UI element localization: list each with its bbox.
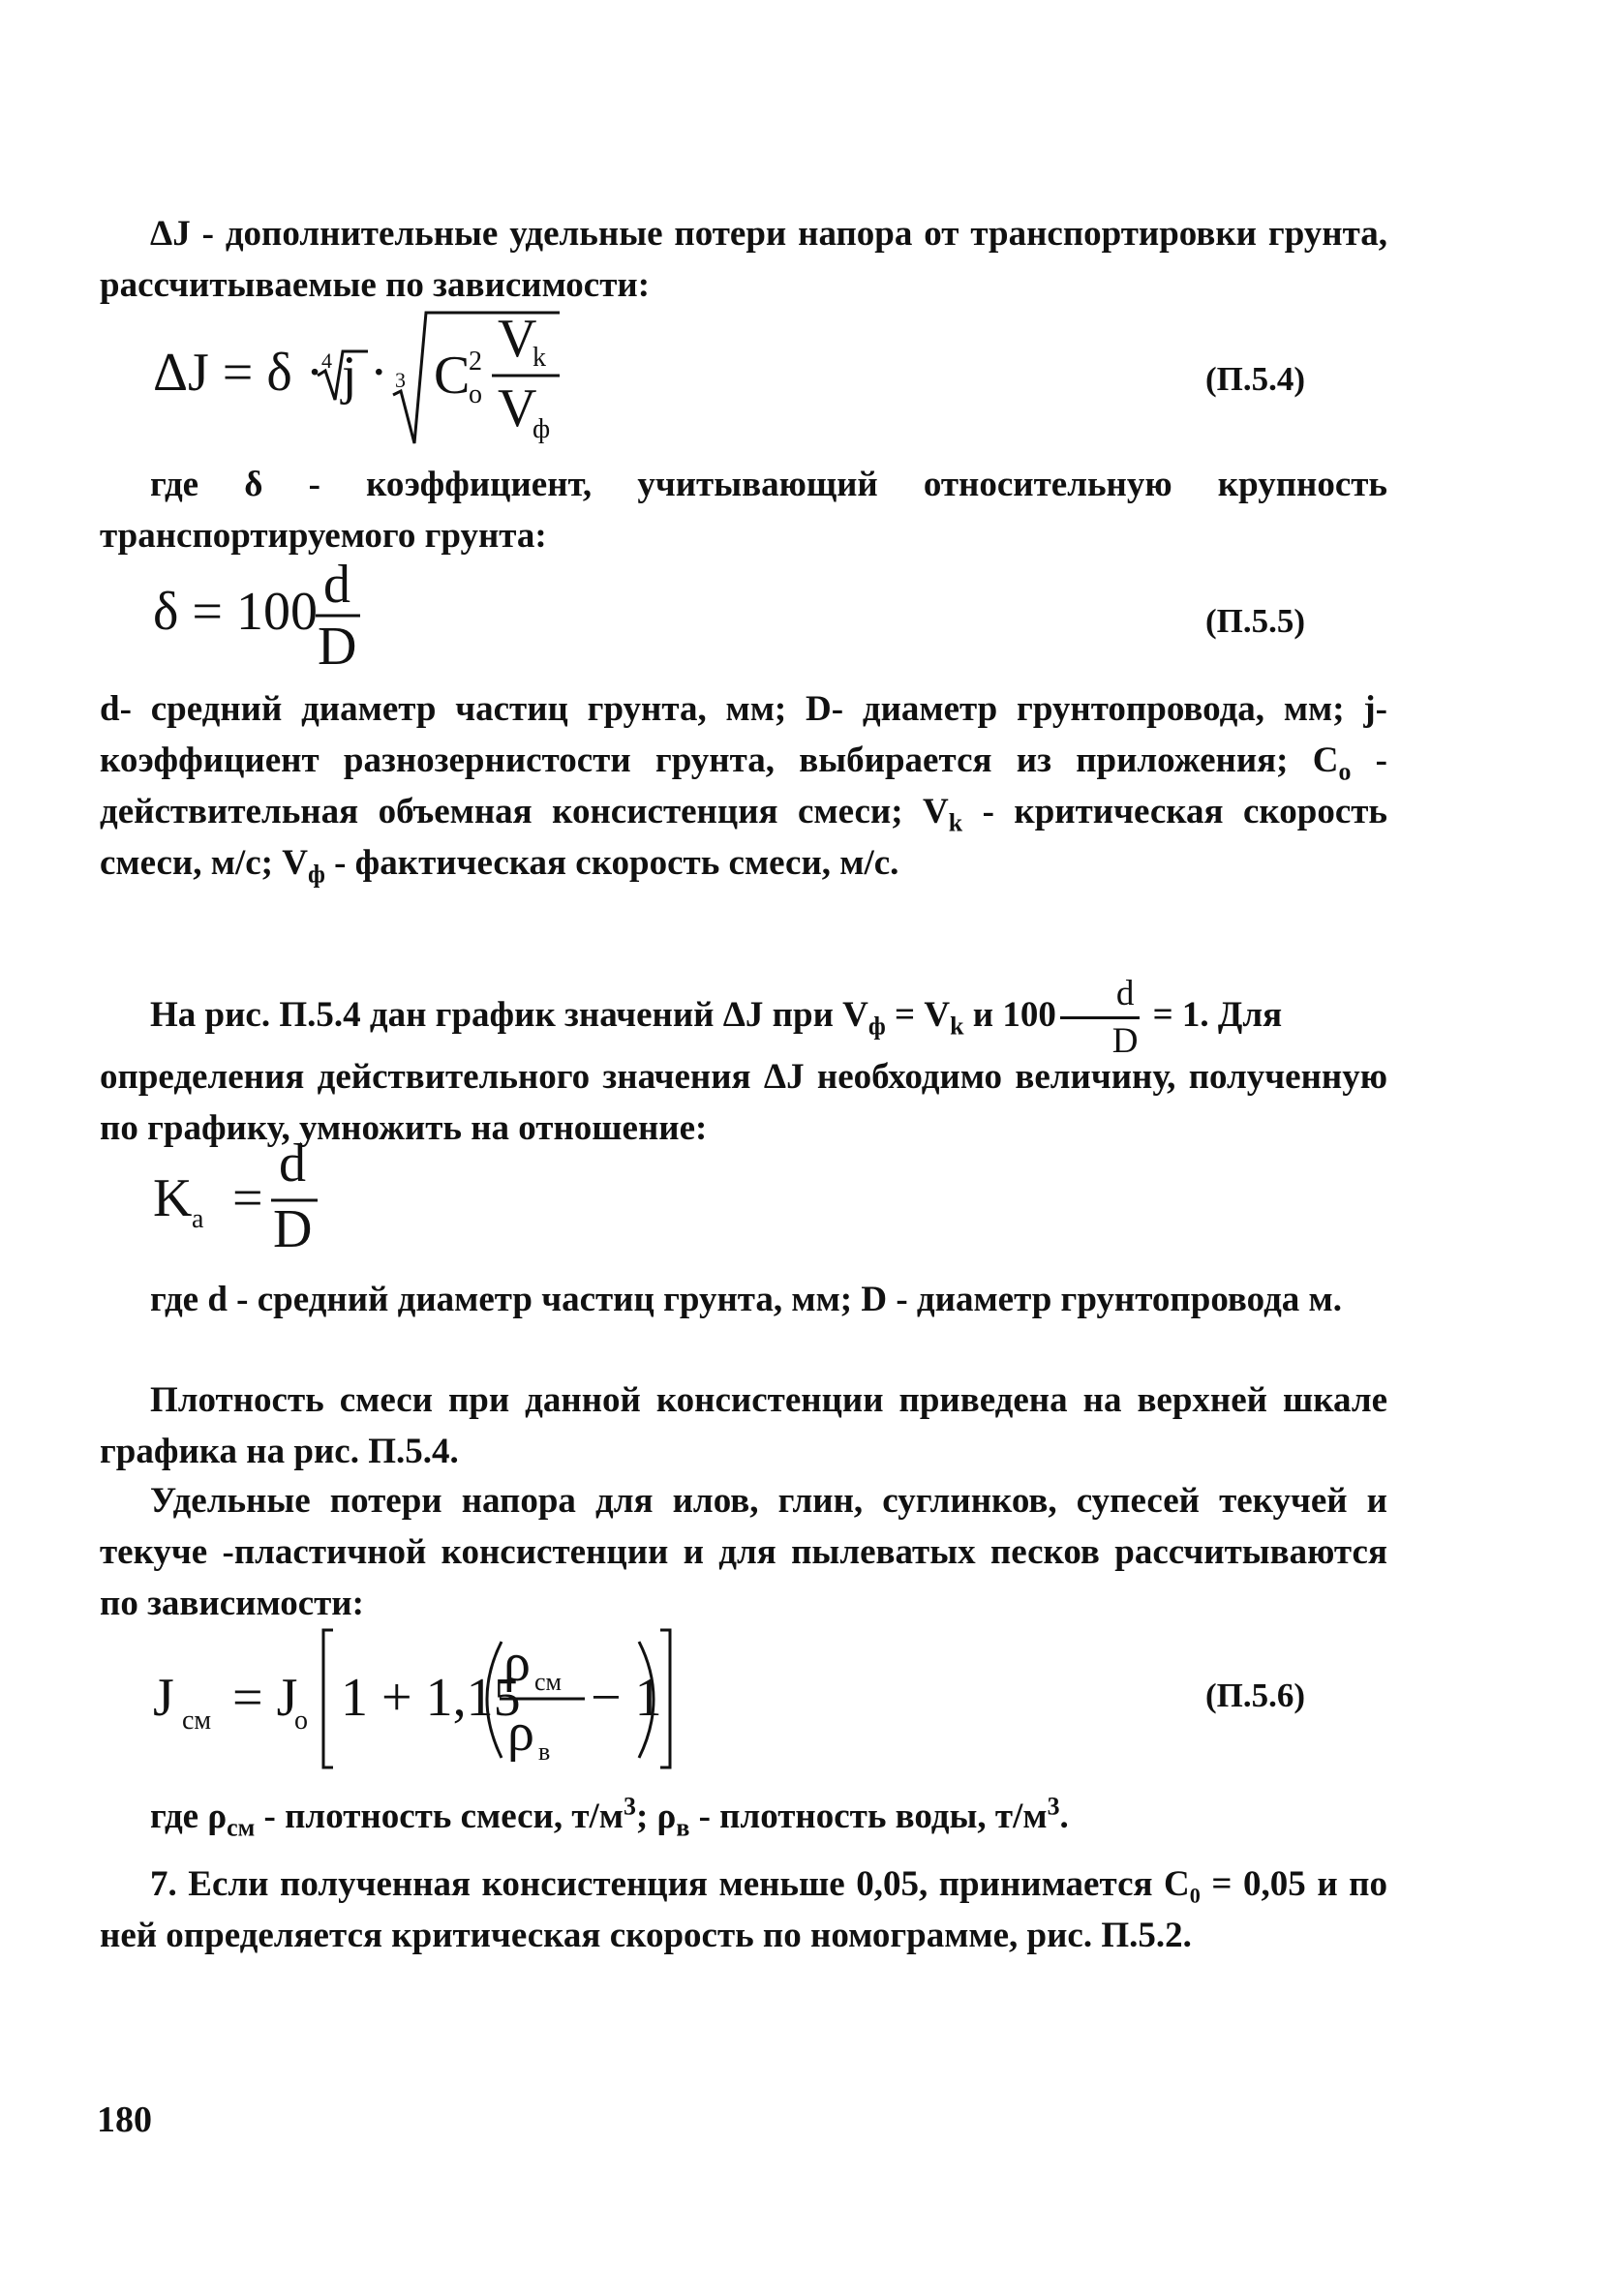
rho-definition: где $\rho_{см}$ - плотность смеси, $т/м^3$; $\rho_в$ - плотность воды, $т/м^3$. <box>150 1792 1069 1842</box>
equation-number-p5-5: (П.5.5) <box>1205 602 1306 640</box>
d-definition: где d - средний диаметр частиц грунта, мм; D - диаметр грунтопровода м. <box>150 1280 1342 1319</box>
svg-text:ρ: ρ <box>503 1633 531 1693</box>
dj-definition: ΔJ - дополнительные удельные потери напора от транспортировки грунта, рассчитываемые по зависимости: <box>100 214 1387 305</box>
svg-text:3: 3 <box>395 368 406 392</box>
svg-text:D: D <box>318 617 357 676</box>
formula-lhs: ΔJ = δ · <box>153 343 324 403</box>
svg-text:δ = 100: δ = 100 <box>153 582 318 642</box>
svg-text:C: C <box>434 346 471 406</box>
svg-text:d: d <box>279 1140 306 1193</box>
svg-text:1 + 1,15: 1 + 1,15 <box>341 1668 521 1728</box>
svg-text:ф: ф <box>533 414 551 444</box>
svg-text:D: D <box>273 1199 313 1256</box>
delta-definition: где δ - коэффициент, учитывающий относительную крупность транспортируемого грунта: <box>100 465 1387 556</box>
svg-text:V: V <box>498 309 537 369</box>
svg-text:ρ: ρ <box>507 1703 534 1763</box>
svg-text:o: o <box>469 379 482 409</box>
svg-text:K: K <box>153 1168 193 1228</box>
formula-p5-4 <box>153 308 618 453</box>
clay-note: Удельные потери напора для илов, глин, суглинков, супесей текучей и текуче -пластичной консистенции и для пылеватых песков рассчитываются по зависимости: <box>100 1481 1387 1623</box>
svg-text:2: 2 <box>469 347 482 377</box>
symbol-legend: d- средний диаметр частиц грунта, мм; D- диаметр грунтопровода, мм; j- коэффициент разнозернистости грунта, выбирается из приложения; $C_o$ - действительная объемная консистенция смеси; $V_k$ - критическая скорость смеси, м/с; $V_ф$ - фактическая скорость смеси, м/с. <box>100 689 1387 889</box>
formula-ka <box>153 1140 347 1256</box>
svg-text:j: j <box>342 346 357 406</box>
graph-intro-continued: определения действительного значения ΔJ необходимо величину, полученную по графику, умножить на отношение: <box>100 1057 1387 1148</box>
equation-number-p5-6: (П.5.6) <box>1205 1677 1306 1714</box>
svg-text:V: V <box>498 378 537 438</box>
formula-p5-5 <box>153 559 405 676</box>
item-7: 7. Если полученная консистенция меньше 0,05, принимается C₀ = 0,05 и по ней определяется критическая скорость по номограмме, рис. П.5.2. <box>100 1864 1387 1955</box>
svg-text:см: см <box>534 1668 562 1696</box>
svg-text:=: = <box>232 1168 263 1228</box>
graph-intro: На рис. П.5.4 дан график значений ΔJ при $V_ф = V_k$ и 100 $\frac{d}{D}$ = 1. Для <box>100 972 1387 1064</box>
svg-text:в: в <box>538 1737 551 1766</box>
svg-text:4: 4 <box>321 348 332 373</box>
svg-text:·: · <box>370 343 388 403</box>
svg-text:k: k <box>533 343 546 373</box>
inline-fraction: $\frac{d}{D}$ <box>1060 972 1141 1064</box>
formula-p5-6 <box>153 1622 695 1777</box>
left-bracket <box>323 1630 333 1767</box>
equation-number-p5-4: (П.5.4) <box>1205 360 1306 398</box>
svg-text:d: d <box>323 559 350 615</box>
svg-text:a: a <box>192 1204 204 1234</box>
svg-text:− 1: − 1 <box>591 1668 662 1728</box>
svg-text:= J: = J <box>232 1668 298 1728</box>
density-note: Плотность смеси при данной консистенции приведена на верхней шкале графика на рис. П.5.4. <box>100 1380 1387 1471</box>
svg-text:см: см <box>182 1706 212 1736</box>
svg-text:J: J <box>153 1668 174 1728</box>
page-number: 180 <box>97 2100 152 2140</box>
svg-text:o: o <box>294 1706 308 1736</box>
